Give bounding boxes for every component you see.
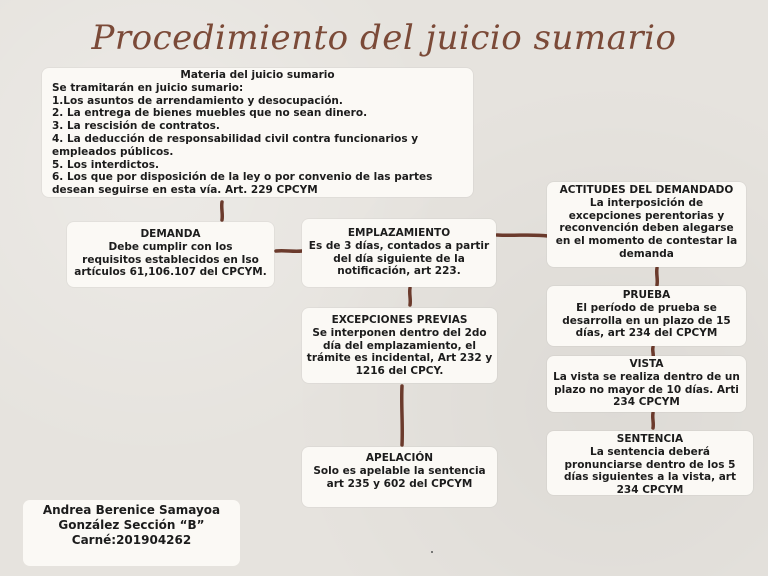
demanda-line: artículos 61,106.107 del CPCYM. (74, 266, 267, 279)
author-box (23, 500, 240, 566)
author-section: Sección “B” (123, 518, 205, 532)
emplazamiento-line: del día siguiente de la (333, 252, 465, 265)
sentencia-line: pronunciarse dentro de los 5 (564, 458, 736, 471)
prueba-line: desarrolla en un plazo de 15 (562, 314, 731, 327)
author-carne: Carné:201904262 (71, 533, 192, 547)
connector-emplazamiento-actitudes (497, 235, 548, 236)
excepciones-line: 1216 del CPCY. (355, 365, 444, 378)
actitudes-box (547, 182, 746, 267)
materia-line: 5. Los interdictos. (52, 158, 159, 171)
materia-line: 6. Los que por disposición de la ley o por convenio de las partes (52, 171, 433, 184)
materia-line: desean seguirse en esta vía. Art. 229 CPCYM (52, 184, 318, 197)
actitudes-heading: ACTITUDES DEL DEMANDADO (559, 184, 734, 196)
connector-excepciones-apelacion (402, 386, 403, 445)
materia-heading: Materia del juicio sumario (180, 69, 335, 81)
prueba-heading: PRUEBA (622, 289, 671, 301)
author-surname: González (58, 518, 120, 532)
demanda-heading: DEMANDA (140, 228, 201, 240)
author-name: Andrea Berenice Samayoa (42, 503, 221, 517)
excepciones-heading: EXCEPCIONES PREVIAS (331, 314, 468, 326)
sentencia-line: La sentencia deberá (590, 445, 710, 458)
materia-box (42, 68, 473, 197)
apelacion-line: art 235 y 602 del CPCYM (326, 477, 473, 490)
demanda-box (67, 222, 274, 287)
excepciones-line: Se interponen dentro del 2do (312, 326, 487, 339)
emplazamiento-box (302, 219, 496, 287)
emplazamiento-heading: EMPLAZAMIENTO (347, 227, 451, 239)
actitudes-line: demanda (619, 247, 674, 260)
connector-emplazamiento-excepciones (410, 288, 411, 305)
apelacion-line: Solo es apelable la sentencia (313, 464, 486, 477)
connector-materia-demanda (222, 202, 223, 220)
emplazamiento-line: notificación, art 223. (337, 265, 461, 278)
materia-line: empleados públicos. (52, 145, 174, 158)
sentencia-line: días siguientes a la vista, art (564, 471, 736, 484)
vista-line: La vista se realiza dentro de un (553, 370, 740, 383)
vista-line: plazo no mayor de 10 días. Arti (554, 383, 739, 396)
sentencia-box (547, 431, 753, 495)
materia-line: 2. La entrega de bienes muebles que no sean dinero. (52, 107, 368, 120)
vista-box (547, 356, 746, 412)
materia-line: 1.Los asuntos de arrendamiento y desocupación. (52, 94, 343, 107)
prueba-line: El período de prueba se (576, 301, 717, 314)
excepciones-box (302, 308, 497, 383)
emplazamiento-line: Es de 3 días, contados a partir (308, 239, 490, 252)
prueba-line: días, art 234 del CPCYM (575, 327, 718, 340)
sentencia-heading: SENTENCIA (616, 433, 684, 445)
vista-line: 234 CPCYM (613, 396, 680, 409)
materia-line: 4. La deducción de responsabilidad civil contra funcionarios y (52, 132, 419, 145)
excepciones-line: día del emplazamiento, el (323, 339, 476, 352)
stray-dot (431, 551, 433, 553)
demanda-line: Debe cumplir con los (108, 240, 233, 253)
actitudes-line: reconvención deben alegarse (559, 222, 734, 235)
sentencia-line: 234 CPCYM (616, 484, 684, 497)
materia-line: 3. La rescisión de contratos. (52, 120, 220, 133)
actitudes-line: en el momento de contestar la (555, 235, 738, 248)
apelacion-heading: APELACIÓN (365, 452, 434, 464)
actitudes-line: excepciones perentorias y (568, 209, 725, 222)
connector-actitudes-prueba (657, 268, 658, 285)
actitudes-line: La interposición de (589, 196, 704, 209)
vista-heading: VISTA (629, 358, 664, 370)
connector-emplazamiento-demanda (276, 251, 302, 252)
page-title: Procedimiento del juicio sumario (91, 18, 677, 58)
excepciones-line: trámite es incidental, Art 232 y (306, 352, 493, 365)
connector-vista-sentencia (653, 413, 654, 428)
prueba-box (547, 286, 746, 346)
apelacion-box (302, 447, 497, 507)
materia-line: Se tramitarán en juicio sumario: (52, 81, 244, 94)
demanda-line: requisitos establecidos en Iso (82, 253, 259, 266)
